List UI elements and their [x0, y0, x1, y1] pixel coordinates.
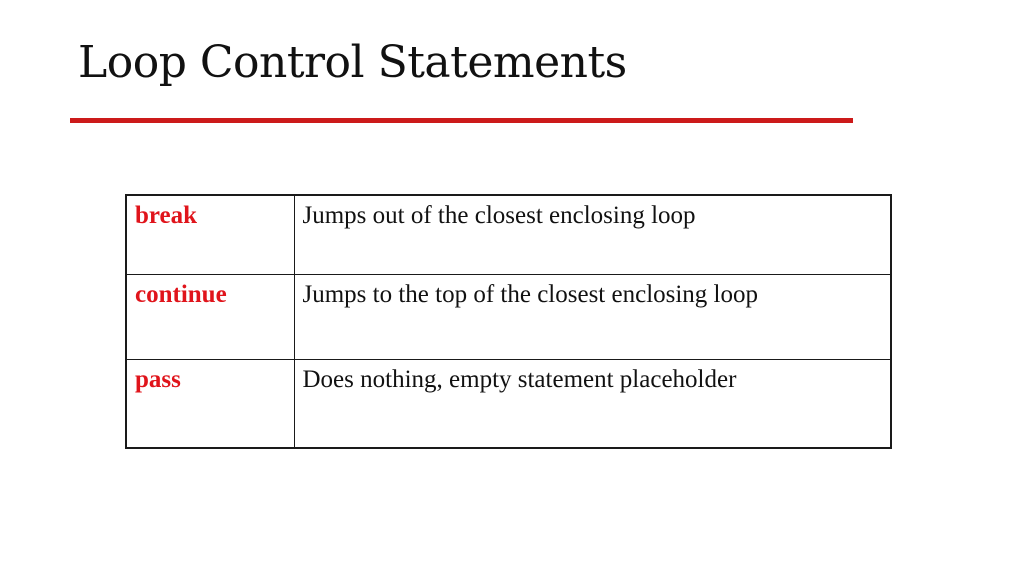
table-row	[126, 274, 891, 359]
table-row	[126, 359, 891, 448]
slide-title: Loop Control Statements	[78, 37, 627, 88]
description-cell: Jumps to the top of the closest enclosing loop	[294, 274, 891, 359]
keyword-table	[125, 194, 892, 449]
description-cell: Jumps out of the closest enclosing loop	[294, 195, 891, 274]
table-row	[126, 195, 891, 274]
description-cell: Does nothing, empty statement placeholder	[294, 359, 891, 448]
keyword-cell: break	[126, 195, 294, 274]
keyword-cell: continue	[126, 274, 294, 359]
title-underline	[70, 118, 853, 123]
keyword-cell: pass	[126, 359, 294, 448]
